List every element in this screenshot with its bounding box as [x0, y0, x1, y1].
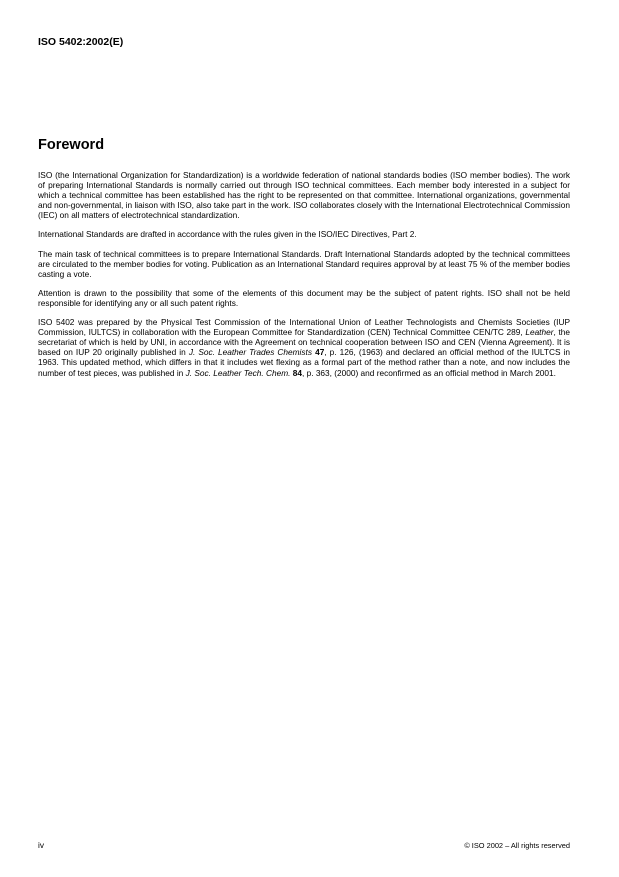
paragraph-patent-rights: Attention is drawn to the possibility that some of the elements of this document may be the subject of patent rights. ISO shall not be held responsible for identifying any or all such patent rights.: [38, 287, 570, 308]
paragraph-committees: The main task of technical committees is to prepare International Standards. Draft International Standards adopted by the technical committees are circulated to the member bodies for voting. Publication as an International Standard requires approval by at least 75 % of the member bodies casting a vote.: [38, 248, 570, 279]
section-title: Foreword: [38, 137, 105, 153]
volume-number: 84: [292, 367, 302, 378]
journal-name: J. Soc. Leather Trades Chemists: [188, 347, 313, 358]
copyright-notice: © ISO 2002 – All rights reserved: [464, 841, 570, 850]
text-run: , p. 363, (2000) and reconfirmed as an official method in March 2001.: [301, 367, 556, 378]
document-header-id: ISO 5402:2002(E): [38, 36, 124, 48]
paragraph-iso-intro: ISO (the International Organization for Standardization) is a worldwide federation of national standards bodies (ISO member bodies). The work of preparing International Standards is normally carried out through ISO technical committees. Each member body interested in a subject for which a technical committee has been established has the right to be represented on that committee. International organizations, governmental and non-governmental, in liaison with ISO, also take part in the work. ISO collaborates closely with the International Electrotechnical Commission (IEC) on all matters of electrotechnical standardization.: [38, 170, 570, 221]
text-run: , the secretariat of which is held by UNI, in accordance with the Agreement on technical cooperation between ISO and CEN (Vienna Agreement). It is based on IUP 20 originally published in: [38, 327, 570, 358]
foreword-body: [38, 170, 570, 387]
page-number: iv: [38, 840, 44, 850]
italic-run: Leather: [525, 327, 554, 338]
text-run: , p. 126, (1963) and declared an official method of the IULTCS in 1963. This updated method, which differs in that it includes wet flexing as a formal part of the method rather than a note, and now includes the number of test pieces, was published in: [38, 347, 571, 378]
volume-number: 47: [315, 347, 325, 358]
paragraph-drafting-rules: International Standards are drafted in accordance with the rules given in the ISO/IEC Directives, Part 2.: [38, 229, 417, 240]
paragraph-preparation: [38, 317, 570, 378]
text-run: ISO 5402 was prepared by the Physical Test Commission of the International Union of Leather Technologists and Chemists Societies (IUP Commission, IULTCS) in collaboration with the European Committee for Standardization (CEN) Technical Committee CEN/TC 289,: [38, 317, 570, 338]
journal-name: J. Soc. Leather Tech. Chem.: [185, 367, 291, 378]
